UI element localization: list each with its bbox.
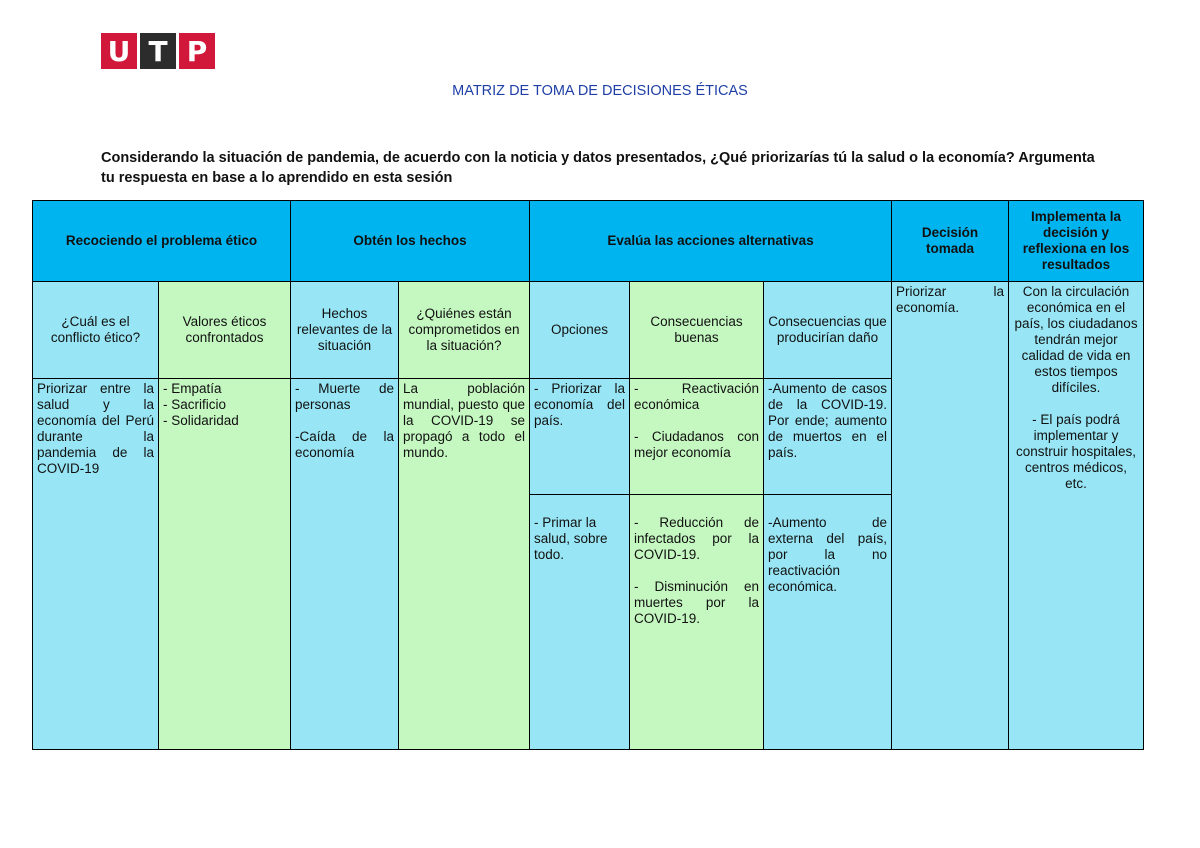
- opcion-2: - Primar la salud, sobre todo.: [534, 515, 608, 562]
- implementa-text-2: - El país podrá implementar y construir hospitales, centros médicos, etc.: [1016, 412, 1137, 491]
- subheader-consecuencias-buenas: Consecuencias buenas: [630, 282, 764, 379]
- subheader-quienes: ¿Quiénes están comprometidos en la situación?: [399, 282, 530, 379]
- valor-item: - Sacrificio: [163, 397, 227, 412]
- header-hechos: Obtén los hechos: [291, 201, 530, 282]
- header-problema-etico: Recociendo el problema ético: [33, 201, 291, 282]
- opcion-1: - Priorizar la economía del país.: [530, 379, 629, 495]
- implementa-text-1: Con la circulación económica en el país, los ciudadanos tendrán mejor calidad de vida en estos tiempos difíciles.: [1014, 284, 1138, 395]
- guiding-question: Considerando la situación de pandemia, de acuerdo con la noticia y datos presentados, ¿Qué priorizarías tú la salud o la economía? Argumenta tu respuesta en base a lo aprendido en esta sesión: [101, 150, 1095, 186]
- valor-item: - Empatía: [163, 381, 222, 396]
- dano-2: -Aumento de externa del país, por la no reactivación económica.: [768, 515, 888, 594]
- cell-implementa: [1009, 282, 1144, 750]
- utp-logo: [101, 33, 215, 69]
- cell-decision: Priorizar la economía.: [892, 282, 1009, 750]
- subheader-opciones: Opciones: [530, 282, 630, 379]
- logo-letter-u: U: [101, 33, 137, 69]
- cell-consecuencias-dano: [764, 379, 892, 750]
- buena-1a: - Reactivación económica: [634, 381, 759, 412]
- subheader-conflicto: ¿Cuál es el conflicto ético?: [33, 282, 159, 379]
- header-acciones-alternativas: Evalúa las acciones alternativas: [530, 201, 892, 282]
- hecho-2: -Caída de la economía: [295, 429, 394, 460]
- cell-opciones: [530, 379, 630, 750]
- cell-valores: [159, 379, 291, 750]
- subheader-hechos-relevantes: Hechos relevantes de la situación: [291, 282, 399, 379]
- cell-hechos: [291, 379, 399, 750]
- document-title: MATRIZ DE TOMA DE DECISIONES ÉTICAS: [452, 83, 748, 99]
- header-implementa: Implementa la decisión y reflexiona en los resultados: [1009, 201, 1144, 282]
- header-decision-tomada: Decisión tomada: [892, 201, 1009, 282]
- subheader-valores: Valores éticos confrontados: [159, 282, 291, 379]
- logo-letter-t: T: [140, 33, 176, 69]
- logo-letter-p: P: [179, 33, 215, 69]
- valor-item: - Solidaridad: [163, 413, 239, 428]
- decision-matrix: [32, 200, 1144, 750]
- cell-quienes: La población mundial, puesto que la COVID-19 se propagó a todo el mundo.: [399, 379, 530, 750]
- buena-1b: - Ciudadanos con mejor economía: [634, 429, 759, 460]
- cell-consecuencias-buenas: [630, 379, 764, 750]
- hecho-1: - Muerte de personas: [295, 381, 394, 412]
- subheader-consecuencias-dano: Consecuencias que producirían daño: [764, 282, 892, 379]
- buena-2b: - Disminución en muertes por la COVID-19.: [634, 579, 759, 626]
- buena-2a: - Reducción de infectados por la COVID-19.: [634, 515, 759, 562]
- dano-1: -Aumento de casos de la COVID-19. Por ende; aumento de muertos en el país.: [764, 379, 891, 495]
- cell-conflicto: Priorizar entre la salud y la economía del Perú durante la pandemia de la COVID-19: [33, 379, 159, 750]
